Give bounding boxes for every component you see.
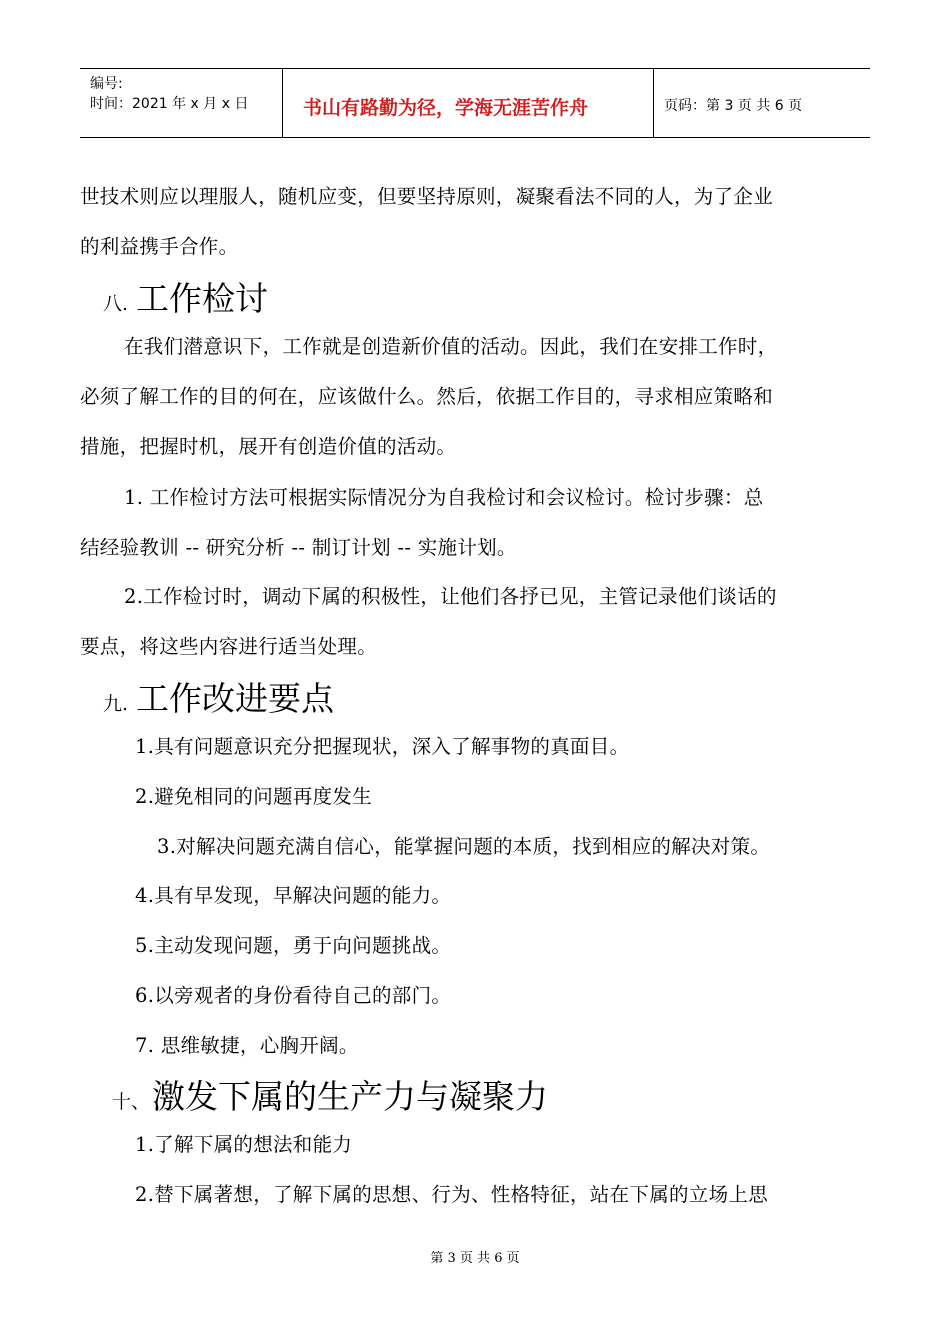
paragraph-line: 在我们潜意识下，工作就是创造新价值的活动。因此，我们在安排工作时， [124,335,778,358]
header-motto: 书山有路勤为径，学海无涯苦作舟 [303,97,589,119]
list-item: 6.以旁观者的身份看待自己的部门。 [135,984,452,1007]
paragraph-line: 2.工作检讨时，调动下属的积极性，让他们各抒已见，主管记录他们谈话的 [124,585,777,608]
section-title: 工作改进要点 [136,679,335,718]
section-number: 八. [103,293,129,315]
list-item: 1.具有问题意识充分把握现状，深入了解事物的真面目。 [135,735,630,758]
header-page-info: 页码：第 3 页 共 6 页 [664,98,803,114]
paragraph-line: 措施，把握时机，展开有创造价值的活动。 [80,435,457,458]
paragraph-line: 必须了解工作的目的何在，应该做什么。然后，依据工作目的，寻求相应策略和 [80,385,774,408]
paragraph-line: 世技术则应以理服人，随机应变，但要坚持原则，凝聚看法不同的人，为了企业 [80,185,774,208]
list-item: 1.了解下属的想法和能力 [135,1133,353,1156]
document-number-label: 编号: [90,76,123,92]
section-title: 工作检讨 [136,279,269,318]
header-page-cell [654,69,870,137]
paragraph-line: 的利益携手合作。 [80,235,239,258]
section-heading-8 [103,273,268,320]
section-number: 九. [103,693,129,715]
list-item: 5.主动发现问题，勇于向问题挑战。 [135,934,452,957]
document-header [80,68,870,138]
list-item: 2.替下属著想，了解下属的思想、行为、性格特征，站在下属的立场上思 [135,1183,769,1206]
list-item: 4.具有早发现，早解决问题的能力。 [135,884,452,907]
paragraph-line: 要点，将这些内容进行适当处理。 [80,635,378,658]
section-title: 激发下属的生产力与凝聚力 [152,1077,549,1116]
page-footer: 第 3 页 共 6 页 [430,1251,520,1266]
paragraph-line: 结经验教训 -- 研究分析 -- 制订计划 -- 实施计划。 [80,536,517,559]
header-meta-cell [80,69,283,137]
document-date-label: 时间：2021 年 x 月 x 日 [90,96,249,112]
section-heading-9 [103,673,334,720]
paragraph-line: 1. 工作检讨方法可根据实际情况分为自我检讨和会议检讨。检讨步骤：总 [124,486,764,509]
list-item: 2.避免相同的问题再度发生 [135,785,373,808]
section-number: 十、 [112,1091,151,1113]
list-item: 3.对解决问题充满自信心，能掌握问题的本质，找到相应的解决对策。 [157,835,771,858]
header-motto-cell [283,69,654,137]
list-item: 7. 思维敏捷，心胸开阔。 [135,1034,359,1057]
section-heading-10 [112,1071,548,1118]
